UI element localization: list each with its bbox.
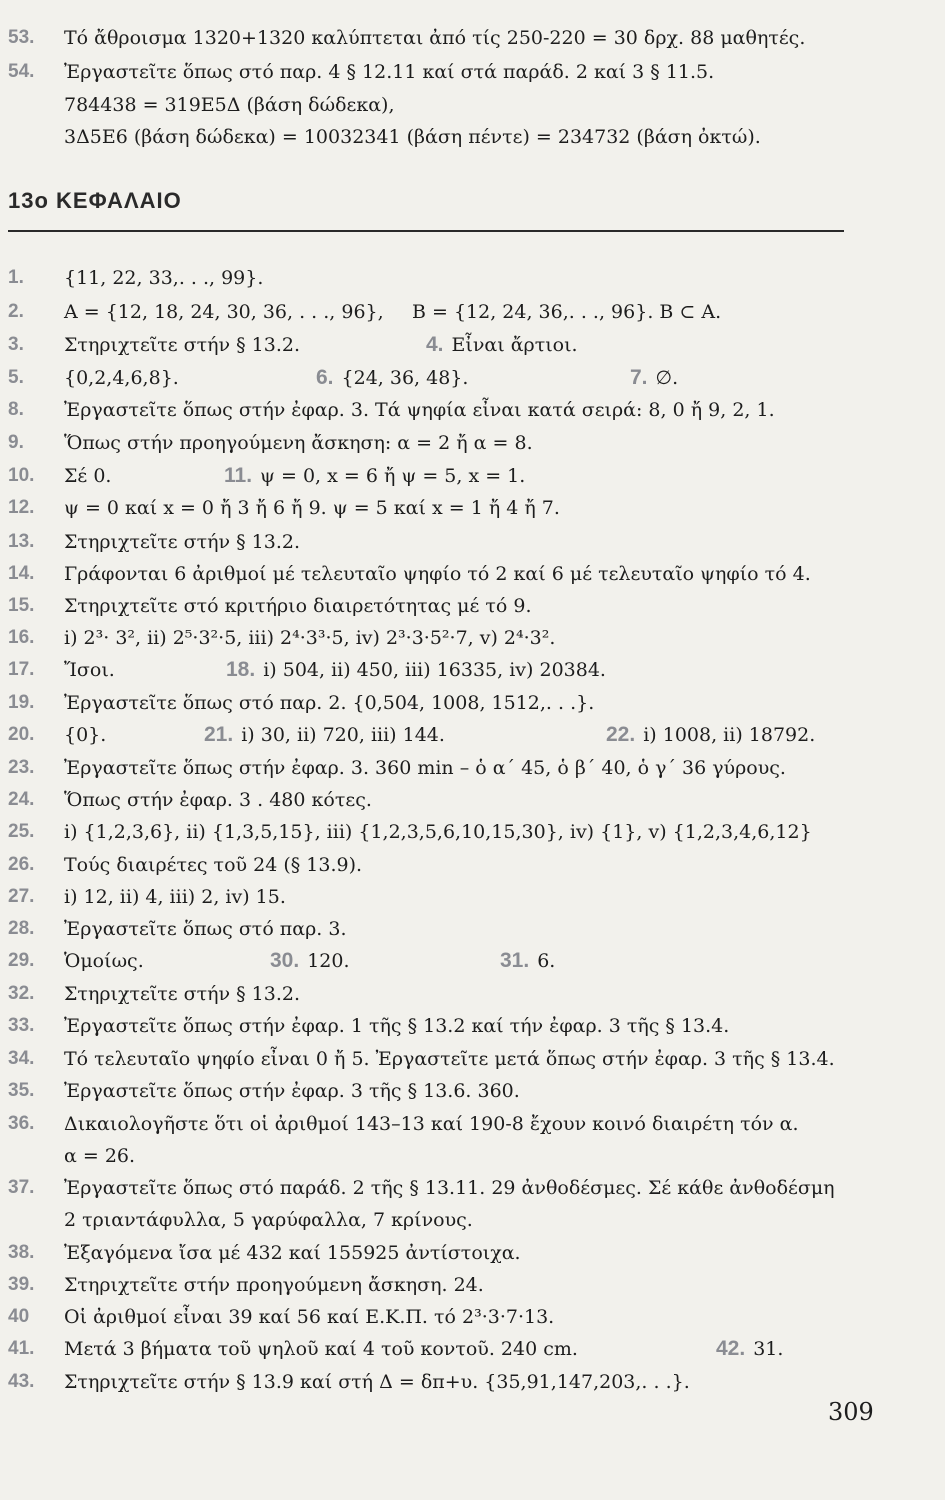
answer-line-54 (8, 56, 928, 88)
answer-text: 2 τριαντάφυλλα, 5 γαρύφαλλα, 7 κρίνους. (64, 1209, 473, 1231)
answer-line (8, 913, 928, 945)
answer-number: 12. (8, 497, 35, 518)
answer-line (8, 262, 928, 294)
answer-text: {0,2,4,6,8}. (64, 367, 179, 389)
answer-text: i) 2³· 3², ii) 2⁵·3²·5, iii) 2⁴·3³·5, iv) 2³·3·5²·7, v) 2⁴·3². (64, 627, 556, 649)
answer-inline-item (224, 460, 525, 492)
answer-inline-item (716, 1333, 783, 1365)
answer-inline-item (270, 945, 350, 977)
chapter-divider (8, 230, 844, 232)
answer-line (8, 362, 928, 394)
answer-line (8, 492, 928, 524)
answer-line (8, 1366, 928, 1398)
answer-text: Εἶναι ἄρτιοι. (451, 334, 578, 356)
answer-number: 22. (606, 723, 636, 746)
answer-number: 3. (8, 334, 24, 355)
answer-number: 40 (8, 1306, 30, 1327)
answer-line (8, 719, 928, 751)
answer-text: Στηριχτεῖτε στήν § 13.9 καί στή Δ = δπ+υ. {35,91,147,203,. . .}. (64, 1371, 690, 1393)
answer-number: 11. (224, 464, 253, 487)
answer-line (8, 329, 928, 361)
answer-text: Γράφονται 6 ἀριθμοί μέ τελευταῖο ψηφίο τό 2 καί 6 μέ τελευταῖο ψηφίο τό 4. (64, 563, 811, 585)
answer-text: Στηριχτεῖτε στήν § 13.2. (64, 334, 300, 356)
answer-line (8, 1075, 928, 1107)
answer-text: i) 1008, ii) 18792. (643, 724, 816, 746)
answer-line (8, 558, 928, 590)
answer-number: 29. (8, 950, 35, 971)
answer-inline-item (606, 719, 815, 751)
answer-line (8, 590, 928, 622)
answer-number: 41. (8, 1338, 35, 1359)
answer-text: Δικαιολογῆστε ὅτι οἱ ἀριθμοί 143–13 καί 190-8 ἔχουν κοινό διαιρέτη τόν α. (64, 1113, 799, 1135)
answer-text: i) 504, ii) 450, iii) 16335, iv) 20384. (263, 659, 606, 681)
answer-line (8, 784, 928, 816)
answer-line (8, 978, 928, 1010)
answer-number: 28. (8, 918, 35, 939)
answer-text: Στηριχτεῖτε στήν § 13.2. (64, 983, 300, 1005)
answer-number: 35. (8, 1080, 35, 1101)
answer-text: Τούς διαιρέτες τοῦ 24 (§ 13.9). (64, 854, 363, 876)
answer-text: {24, 36, 48}. (341, 367, 469, 389)
answer-inline-item (630, 362, 678, 394)
answer-text: Στηριχτεῖτε στό κριτήριο διαιρετότητας μέ τό 9. (64, 595, 532, 617)
answer-line (8, 296, 928, 328)
answer-number: 8. (8, 399, 24, 420)
answer-line-cont (8, 1204, 928, 1236)
answer-number: 33. (8, 1015, 35, 1036)
answer-text: Ἐργαστεῖτε ὅπως στό παρ. 3. (64, 918, 347, 940)
answer-number: 13. (8, 531, 35, 552)
answer-number: 43. (8, 1371, 35, 1392)
chapter-title: 13ο ΚΕΦΑΛΑΙΟ (8, 188, 182, 213)
answer-line (8, 1172, 928, 1204)
answer-line (8, 1108, 928, 1140)
answer-number: 16. (8, 627, 35, 648)
answer-number: 30. (270, 949, 300, 972)
answer-line (8, 687, 928, 719)
answer-text: α = 26. (64, 1145, 136, 1167)
answer-text: Ἐργαστεῖτε ὅπως στήν ἐφαρ. 3 τῆς § 13.6. 360. (64, 1080, 520, 1102)
answer-line (8, 881, 928, 913)
answer-inline-item (204, 719, 445, 751)
answer-line (8, 849, 928, 881)
answer-number: 39. (8, 1274, 35, 1295)
answer-text: 3Δ5Ε6 (βάση δώδεκα) = 10032341 (βάση πέντε) = 234732 (βάση ὀκτώ). (64, 126, 761, 148)
answer-inline-item (316, 362, 468, 394)
page-number: 309 (828, 1398, 874, 1426)
answer-line (8, 526, 928, 558)
answer-number: 24. (8, 789, 35, 810)
answer-line (8, 752, 928, 784)
answer-number: 10. (8, 465, 35, 486)
answer-text: Ὁμοίως. (64, 950, 144, 972)
answer-number: 2. (8, 301, 24, 322)
answer-text: Ἐργαστεῖτε ὅπως στήν ἐφαρ. 1 τῆς § 13.2 καί τήν ἐφαρ. 3 τῆς § 13.4. (64, 1015, 730, 1037)
answer-text: Ἐργαστεῖτε ὅπως στό παρ. 2. {0,504, 1008, 1512,. . .}. (64, 692, 595, 714)
answer-number: 53. (8, 27, 35, 48)
answer-number: 31. (500, 949, 530, 972)
answer-line (8, 1043, 928, 1075)
answer-line-cont (8, 1140, 928, 1172)
answer-text: Μετά 3 βήματα τοῦ ψηλοῦ καί 4 τοῦ κοντοῦ. 240 cm. (64, 1338, 578, 1360)
answer-number: 4. (426, 333, 444, 356)
answer-text: Ἐργαστεῖτε ὅπως στό παρ. 4 § 12.11 καί στά παράδ. 2 καί 3 § 11.5. (64, 61, 715, 83)
answer-text: i) {1,2,3,6}, ii) {1,3,5,15}, iii) {1,2,3,5,6,10,15,30}, iv) {1}, v) {1,2,3,4,6,12} (64, 821, 812, 843)
answer-number: 17. (8, 659, 35, 680)
answer-line (8, 654, 928, 686)
answer-text: {0}. (64, 724, 107, 746)
answer-text: 120. (307, 950, 350, 972)
answer-number: 6. (316, 366, 334, 389)
answer-inline-item (500, 945, 555, 977)
answer-text: Ὅπως στήν προηγούμενη ἄσκηση: α = 2 ἤ α = 8. (64, 432, 533, 454)
answer-number: 7. (630, 366, 648, 389)
answer-text: 31. (753, 1338, 784, 1360)
answer-text: Στηριχτεῖτε στήν προηγούμενη ἄσκηση. 24. (64, 1274, 484, 1296)
answer-number: 5. (8, 367, 24, 388)
answer-text: Ἐργαστεῖτε ὅπως στήν ἐφαρ. 3. Τά ψηφία εἶναι κατά σειρά: 8, 0 ἤ 9, 2, 1. (64, 399, 775, 421)
answer-text: Στηριχτεῖτε στήν § 13.2. (64, 531, 300, 553)
answer-line-53 (8, 22, 928, 54)
answer-number: 21. (204, 723, 234, 746)
answer-text: ψ = 0, x = 6 ἤ ψ = 5, x = 1. (260, 465, 526, 487)
answer-text: Οἱ ἀριθμοί εἶναι 39 καί 56 καί Ε.Κ.Π. τό 2³·3·7·13. (64, 1306, 555, 1328)
answer-number: 36. (8, 1113, 35, 1134)
answer-text: Ἐργαστεῖτε ὅπως στήν ἐφαρ. 3. 360 min – ὁ α΄ 45, ὁ β΄ 40, ὁ γ΄ 36 γύρους. (64, 757, 786, 779)
answer-inline-item (426, 329, 578, 361)
answer-number: 9. (8, 432, 24, 453)
answer-text: Ἐξαγόμενα ἴσα μέ 432 καί 155925 ἀντίστοιχα. (64, 1242, 521, 1264)
answer-text: i) 30, ii) 720, iii) 144. (241, 724, 445, 746)
answer-text: 6. (537, 950, 556, 972)
answer-text: Ἐργαστεῖτε ὅπως στό παράδ. 2 τῆς § 13.11. 29 ἀνθοδέσμες. Σέ κάθε ἀνθοδέσμη (64, 1177, 835, 1199)
answer-number: 34. (8, 1048, 35, 1069)
answer-inline-item (226, 654, 606, 686)
answer-number: 19. (8, 692, 35, 713)
answer-line (8, 427, 928, 459)
answer-text: ∅. (655, 367, 679, 389)
answer-number: 42. (716, 1337, 746, 1360)
answer-number: 38. (8, 1242, 35, 1263)
answer-text: {11, 22, 33,. . ., 99}. (64, 267, 264, 289)
answer-number: 14. (8, 563, 35, 584)
answer-text: B = {12, 24, 36,. . ., 96}. B ⊂ A. (412, 301, 722, 323)
answer-number: 32. (8, 983, 35, 1004)
answer-number: 18. (226, 658, 256, 681)
answer-text: Τό ἄθροισμα 1320+1320 καλύπτεται ἀπό τίς 250-220 = 30 δρχ. 88 μαθητές. (64, 27, 806, 49)
answer-text: Τό τελευταῖο ψηφίο εἶναι 0 ἤ 5. Ἐργαστεῖτε μετά ὅπως στήν ἐφαρ. 3 τῆς § 13.4. (64, 1048, 835, 1070)
answer-line (8, 945, 928, 977)
answer-line-54-cont2 (8, 121, 928, 153)
answer-number: 26. (8, 854, 35, 875)
answer-number: 1. (8, 267, 24, 288)
answer-text: Ἴσοι. (64, 659, 115, 681)
answer-line (8, 1301, 928, 1333)
answer-number: 15. (8, 595, 35, 616)
answer-line (8, 460, 928, 492)
answer-text: Ὅπως στήν ἐφαρ. 3 . 480 κότες. (64, 789, 372, 811)
answer-line (8, 1010, 928, 1042)
answer-text: i) 12, ii) 4, iii) 2, iv) 15. (64, 886, 286, 908)
answer-number: 27. (8, 886, 35, 907)
answer-line-54-cont1 (8, 89, 928, 121)
answer-text: ψ = 0 καί x = 0 ἤ 3 ἤ 6 ἤ 9. ψ = 5 καί x = 1 ἤ 4 ἤ 7. (64, 497, 560, 519)
answer-text: 784438 = 319Ε5Δ (βάση δώδεκα), (64, 94, 395, 116)
answer-line (8, 622, 928, 654)
answer-line (8, 1237, 928, 1269)
answer-line (8, 1269, 928, 1301)
answer-number: 54. (8, 61, 35, 82)
answer-text: Σέ 0. (64, 465, 112, 487)
answer-text: A = {12, 18, 24, 30, 36, . . ., 96}, (64, 301, 384, 323)
answer-line (8, 1333, 928, 1365)
answer-line (8, 394, 928, 426)
answer-number: 20. (8, 724, 35, 745)
answer-line (8, 816, 928, 848)
answer-number: 23. (8, 757, 35, 778)
answer-number: 25. (8, 821, 35, 842)
answer-number: 37. (8, 1177, 35, 1198)
